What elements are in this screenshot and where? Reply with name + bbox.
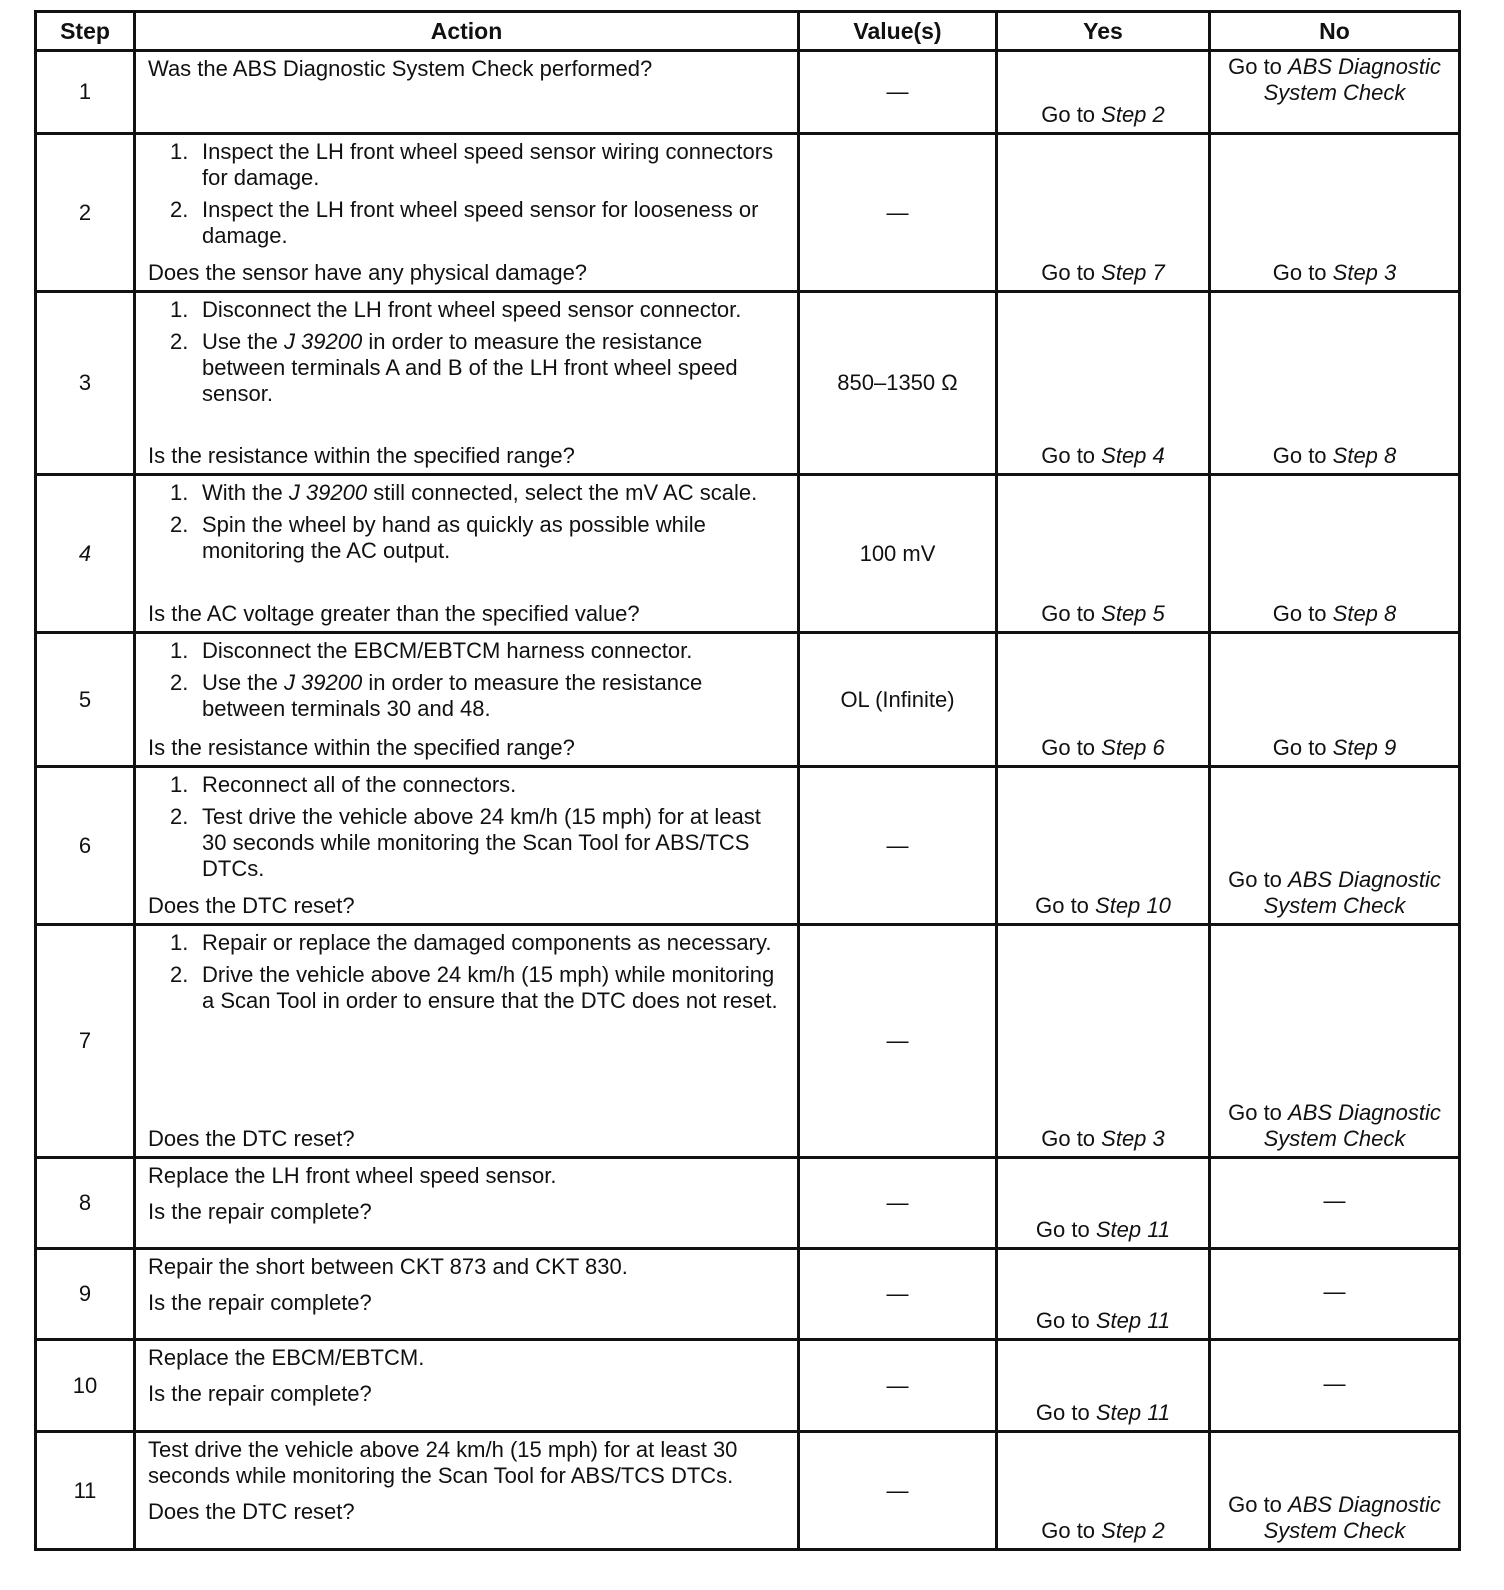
action-cell [135, 1249, 799, 1340]
item-number: 1. [170, 772, 189, 797]
value-cell: 850–1350 Ω [799, 292, 997, 475]
item-text [202, 139, 787, 191]
table-row [36, 51, 1460, 134]
goto-target-link[interactable]: Step 6 [1101, 735, 1165, 760]
goto-prefix: Go to [1228, 1492, 1289, 1517]
table-row [36, 925, 1460, 1158]
header-row [36, 12, 1460, 51]
table-row [36, 292, 1460, 475]
header-yes: Yes [997, 12, 1210, 51]
goto-prefix: Go to [1035, 893, 1096, 918]
goto-target-link[interactable]: ABS Diagnostic System Check [1263, 1492, 1441, 1543]
item-text [202, 930, 787, 956]
action-list [148, 139, 787, 249]
yes-cell [997, 925, 1210, 1158]
goto-prefix: Go to [1228, 867, 1289, 892]
action-cell [135, 633, 799, 767]
yes-cell [997, 767, 1210, 925]
no-cell [1210, 475, 1460, 633]
goto-prefix: Go to [1228, 1100, 1289, 1125]
goto-target-link[interactable]: Step 10 [1095, 893, 1171, 918]
action-question: Does the DTC reset? [148, 1126, 355, 1151]
no-cell [1210, 1158, 1460, 1249]
action-question: Does the sensor have any physical damage? [148, 260, 588, 285]
item-number: 1. [170, 480, 189, 505]
step-number: 7 [36, 925, 135, 1158]
step-number: 3 [36, 292, 135, 475]
item-text-part: Use the [202, 670, 284, 695]
action-list [148, 480, 787, 564]
goto-prefix: Go to [1041, 1518, 1102, 1543]
step-number: 2 [36, 134, 135, 292]
action-list-item [170, 638, 787, 664]
value-cell: — [799, 1249, 997, 1340]
item-text [202, 480, 787, 506]
goto-target-link[interactable]: Step 11 [1095, 1308, 1171, 1333]
table-row [36, 475, 1460, 633]
action-question: Is the resistance within the specified range? [148, 443, 575, 468]
goto-prefix: Go to [1035, 1308, 1096, 1333]
goto-prefix: Go to [1228, 54, 1289, 79]
tool-reference: J 39200 [288, 480, 368, 505]
action-cell [135, 475, 799, 633]
action-cell [135, 1340, 799, 1432]
action-list-item [170, 962, 787, 1014]
table-row [36, 633, 1460, 767]
action-intro: Was the ABS Diagnostic System Check performed? [148, 56, 653, 81]
item-text-part: Repair or replace the damaged components as necessary. [202, 930, 772, 955]
goto-prefix: Go to [1041, 1126, 1102, 1151]
action-list-item [170, 297, 787, 323]
item-number: 2. [170, 329, 189, 354]
item-number: 2. [170, 804, 189, 829]
action-list [148, 930, 787, 1014]
goto-target-link[interactable]: Step 5 [1101, 601, 1165, 626]
yes-cell [997, 51, 1210, 134]
goto-prefix: Go to [1272, 260, 1333, 285]
item-text-part: Spin the wheel by hand as quickly as possible while monitoring the AC output. [202, 512, 706, 563]
goto-target-link[interactable]: ABS Diagnostic System Check [1263, 54, 1441, 105]
goto-prefix: Go to [1272, 735, 1333, 760]
action-list-item [170, 139, 787, 191]
item-text-part: in order to measure the resistance between terminals 30 and 48. [202, 670, 703, 721]
action-cell [135, 292, 799, 475]
no-cell [1210, 925, 1460, 1158]
item-text-part: Drive the vehicle above 24 km/h (15 mph) while monitoring a Scan Tool in order to ensure that the DTC does not reset. [202, 962, 778, 1013]
action-list-item [170, 930, 787, 956]
item-number: 1. [170, 930, 189, 955]
table-row [36, 1158, 1460, 1249]
item-text-part: Inspect the LH front wheel speed sensor for looseness or damage. [202, 197, 759, 248]
header-step: Step [36, 12, 135, 51]
step-number: 1 [36, 51, 135, 134]
item-text [202, 804, 787, 882]
item-text-part: Test drive the vehicle above 24 km/h (15 mph) for at least 30 seconds while monitoring the Scan Tool for ABS/TCS DTCs. [202, 804, 761, 881]
value-cell: OL (Infinite) [799, 633, 997, 767]
action-question: Is the resistance within the specified range? [148, 735, 575, 760]
table-row [36, 1340, 1460, 1432]
item-text-part: in order to measure the resistance between terminals A and B of the LH front wheel speed sensor. [202, 329, 738, 406]
action-cell [135, 925, 799, 1158]
goto-target-link[interactable]: Step 3 [1332, 260, 1397, 285]
header-no: No [1210, 12, 1460, 51]
item-text [202, 329, 787, 407]
action-question: Is the AC voltage greater than the specified value? [148, 601, 640, 626]
action-list-item [170, 197, 787, 249]
no-destination: — [1323, 1188, 1346, 1213]
no-cell [1210, 51, 1460, 134]
step-number: 11 [36, 1432, 135, 1550]
item-text [202, 638, 787, 664]
value-cell: — [799, 1158, 997, 1249]
no-destination: — [1323, 1279, 1346, 1304]
action-question: Does the DTC reset? [148, 1499, 355, 1524]
yes-cell [997, 1340, 1210, 1432]
table-body [36, 51, 1460, 1550]
table-row [36, 767, 1460, 925]
item-text-part: Reconnect all of the connectors. [202, 772, 517, 797]
step-number: 8 [36, 1158, 135, 1249]
value-cell: — [799, 1340, 997, 1432]
yes-cell [997, 292, 1210, 475]
action-question: Is the repair complete? [148, 1381, 372, 1406]
no-cell [1210, 767, 1460, 925]
action-list [148, 772, 787, 882]
action-cell [135, 767, 799, 925]
goto-prefix: Go to [1035, 1400, 1096, 1425]
action-intro: Repair the short between CKT 873 and CKT 830. [148, 1254, 628, 1279]
action-question: Does the DTC reset? [148, 893, 355, 918]
action-list-item [170, 670, 787, 722]
goto-prefix: Go to [1035, 1217, 1096, 1242]
no-cell [1210, 633, 1460, 767]
no-destination: — [1323, 1370, 1346, 1396]
goto-target-link[interactable]: ABS Diagnostic System Check [1263, 1100, 1441, 1151]
tool-reference: J 39200 [283, 329, 363, 354]
yes-cell [997, 1158, 1210, 1249]
goto-prefix: Go to [1041, 260, 1102, 285]
yes-cell [997, 475, 1210, 633]
goto-target-link[interactable]: Step 4 [1101, 443, 1165, 468]
step-number: 10 [36, 1340, 135, 1432]
item-number: 2. [170, 197, 189, 222]
action-intro: Replace the EBCM/EBTCM. [148, 1345, 425, 1370]
goto-prefix: Go to [1272, 443, 1333, 468]
goto-prefix: Go to [1041, 443, 1102, 468]
item-text [202, 512, 787, 564]
tool-reference: J 39200 [283, 670, 363, 695]
no-cell [1210, 292, 1460, 475]
diagnostic-table [34, 10, 1461, 1551]
item-text-part: Disconnect the LH front wheel speed sensor connector. [202, 297, 742, 322]
action-question: Is the repair complete? [148, 1290, 372, 1315]
goto-target-link[interactable]: Step 8 [1332, 601, 1397, 626]
yes-cell [997, 1432, 1210, 1550]
value-cell: 100 mV [799, 475, 997, 633]
yes-cell [997, 134, 1210, 292]
item-number: 1. [170, 297, 189, 322]
goto-target-link[interactable]: Step 7 [1101, 260, 1165, 285]
action-list [148, 638, 787, 722]
item-text [202, 772, 787, 798]
table-row [36, 1432, 1460, 1550]
item-text-part: still connected, select the mV AC scale. [367, 480, 758, 505]
item-number: 2. [170, 670, 189, 695]
action-intro: Replace the LH front wheel speed sensor. [148, 1163, 557, 1188]
step-number: 4 [36, 475, 135, 633]
action-cell [135, 51, 799, 134]
action-cell [135, 1432, 799, 1550]
yes-cell [997, 633, 1210, 767]
value-cell: — [799, 134, 997, 292]
no-cell [1210, 1340, 1460, 1432]
value-cell: — [799, 1432, 997, 1550]
action-list-item [170, 329, 787, 407]
goto-target-link[interactable]: Step 8 [1332, 443, 1397, 468]
goto-target-link[interactable]: Step 11 [1095, 1217, 1171, 1242]
goto-prefix: Go to [1041, 601, 1102, 626]
goto-prefix: Go to [1272, 601, 1333, 626]
value-cell: — [799, 51, 997, 134]
action-cell [135, 1158, 799, 1249]
item-text [202, 962, 787, 1014]
step-number: 6 [36, 767, 135, 925]
action-cell [135, 134, 799, 292]
item-number: 2. [170, 962, 189, 987]
item-number: 2. [170, 512, 189, 537]
goto-prefix: Go to [1041, 102, 1102, 127]
action-intro: Test drive the vehicle above 24 km/h (15 mph) for at least 30 seconds while monitoring the Scan Tool for ABS/TCS DTCs. [148, 1437, 738, 1488]
item-text-part: Inspect the LH front wheel speed sensor wiring connectors for damage. [202, 139, 774, 190]
table-row [36, 1249, 1460, 1340]
no-cell [1210, 1249, 1460, 1340]
goto-prefix: Go to [1041, 735, 1102, 760]
item-text-part: Use the [202, 329, 284, 354]
value-cell: — [799, 925, 997, 1158]
action-list-item [170, 512, 787, 564]
item-text [202, 197, 787, 249]
action-list-item [170, 772, 787, 798]
item-text-part: With the [202, 480, 289, 505]
goto-target-link[interactable]: Step 9 [1332, 735, 1397, 760]
step-number: 9 [36, 1249, 135, 1340]
goto-target-link[interactable]: Step 3 [1101, 1126, 1165, 1151]
item-text-part: Disconnect the EBCM/EBTCM harness connector. [202, 638, 693, 663]
yes-cell [997, 1249, 1210, 1340]
goto-target-link[interactable]: Step 2 [1101, 102, 1165, 127]
goto-target-link[interactable]: Step 11 [1095, 1400, 1171, 1425]
table-row [36, 134, 1460, 292]
action-list [148, 297, 787, 407]
value-cell: — [799, 767, 997, 925]
step-number: 5 [36, 633, 135, 767]
action-list-item [170, 804, 787, 882]
item-number: 1. [170, 638, 189, 663]
item-text [202, 670, 787, 722]
action-question: Is the repair complete? [148, 1199, 372, 1224]
header-values: Value(s) [799, 12, 997, 51]
no-cell [1210, 134, 1460, 292]
header-action: Action [135, 12, 799, 51]
goto-target-link[interactable]: Step 2 [1101, 1518, 1165, 1543]
action-list-item [170, 480, 787, 506]
no-cell [1210, 1432, 1460, 1550]
goto-target-link[interactable]: ABS Diagnostic System Check [1263, 867, 1441, 918]
item-text [202, 297, 787, 323]
item-number: 1. [170, 139, 189, 164]
